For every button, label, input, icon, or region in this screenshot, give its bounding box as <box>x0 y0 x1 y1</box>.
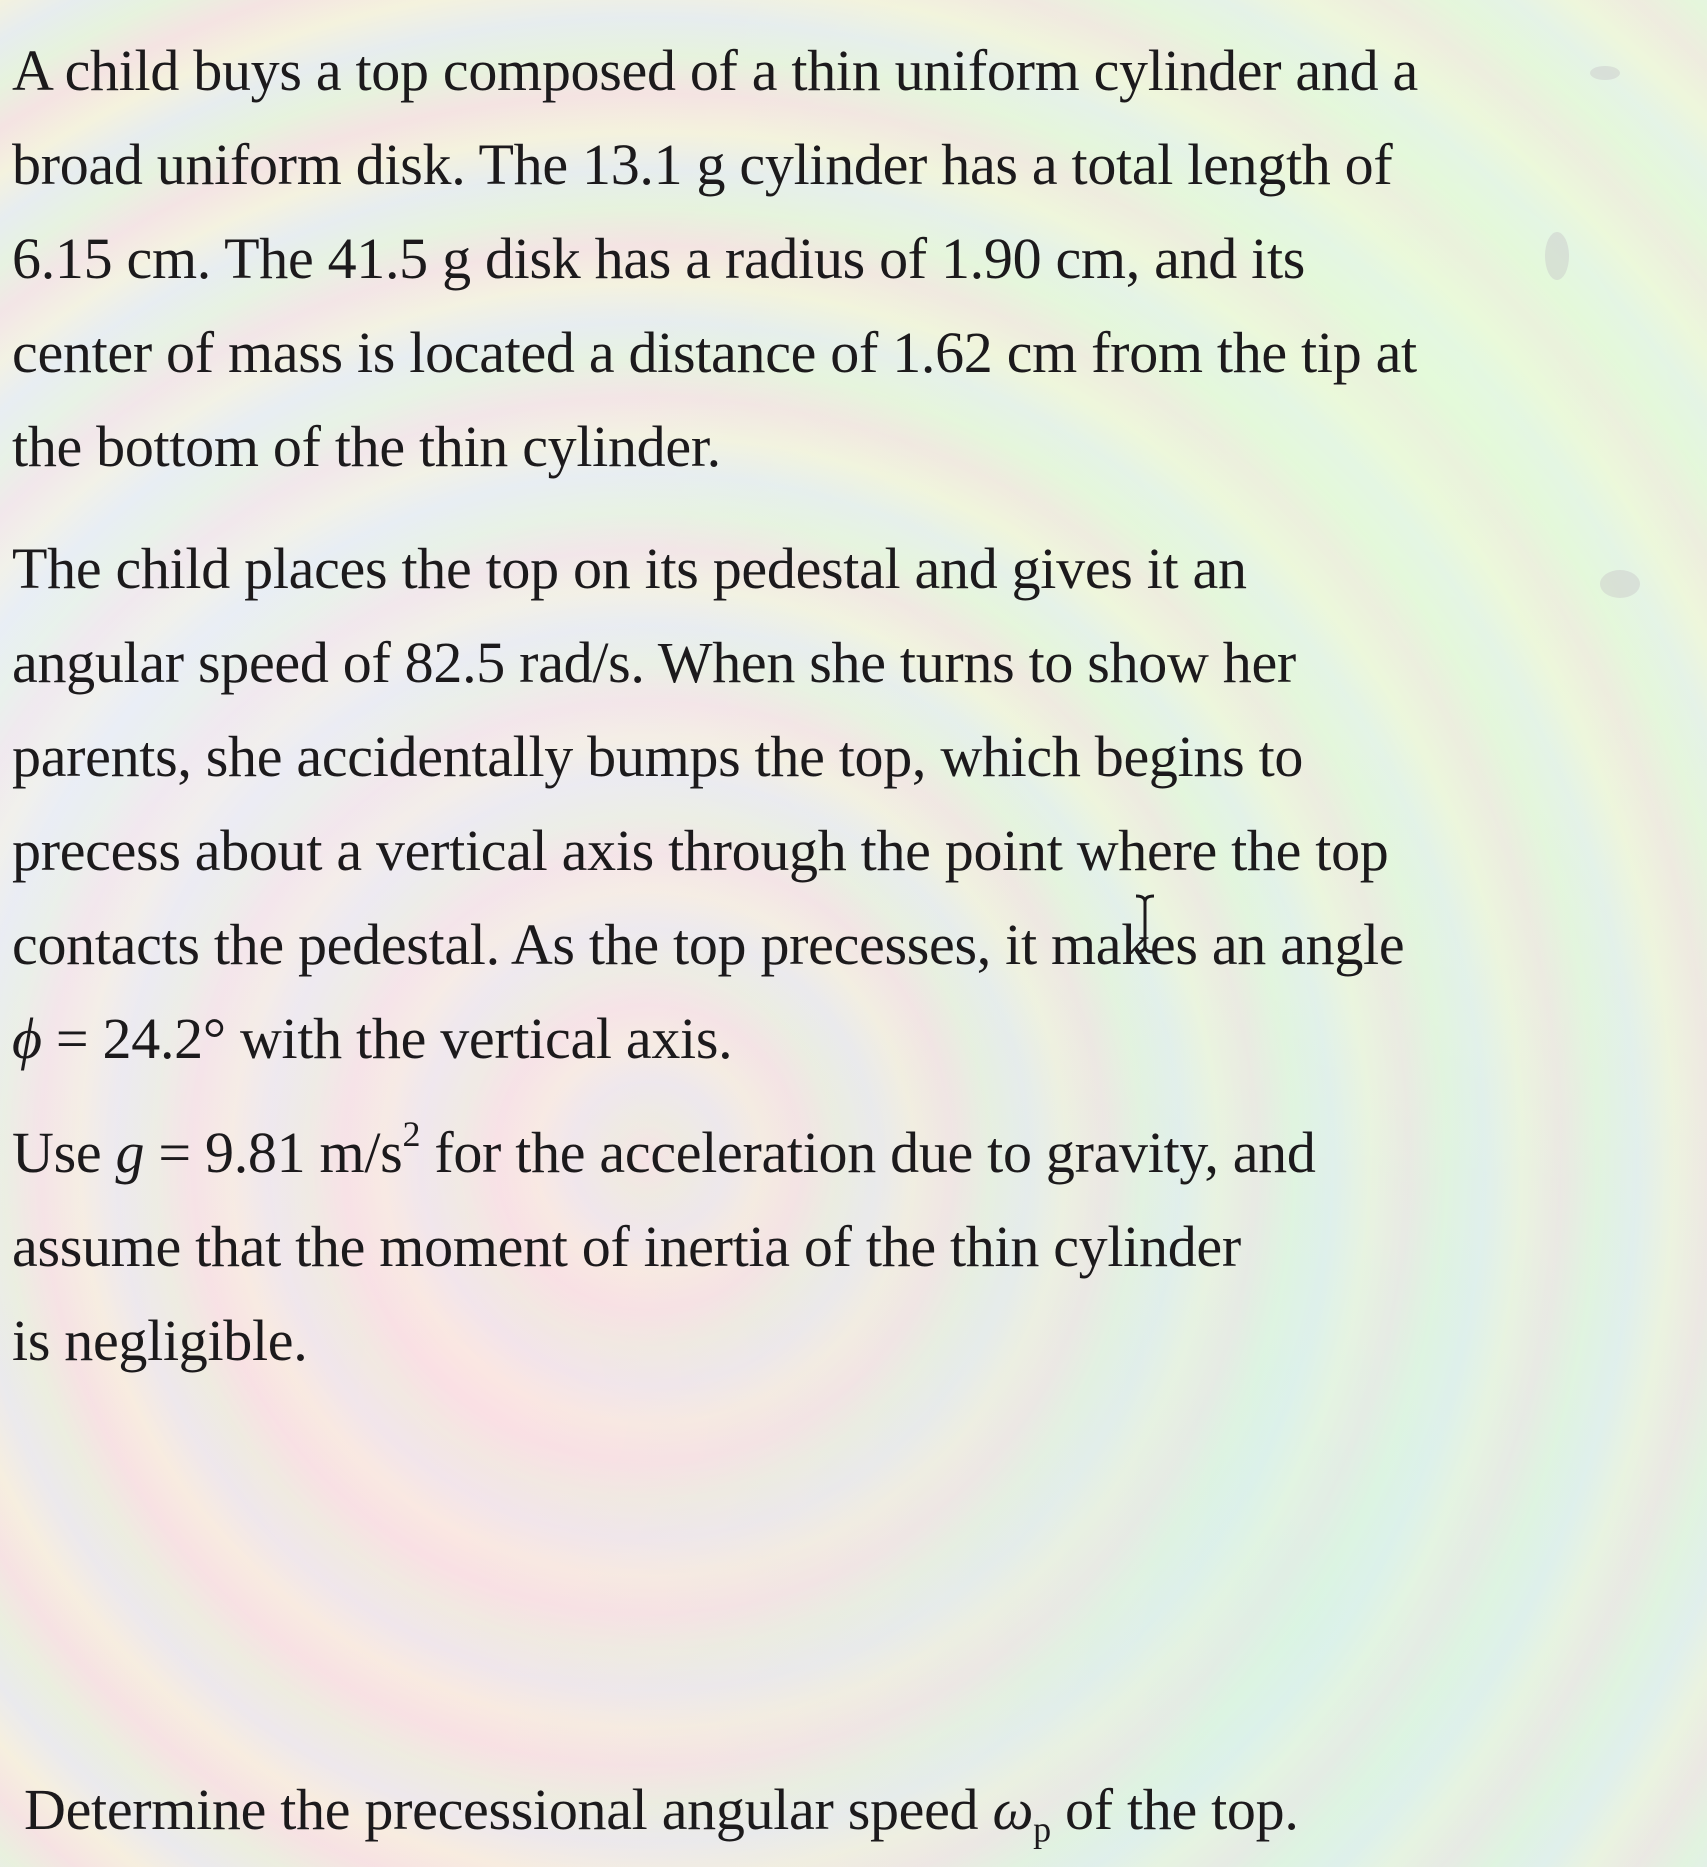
g-symbol: g <box>115 1120 145 1185</box>
question-text <box>24 1775 1634 1850</box>
omega-subscript: p <box>1033 1809 1051 1850</box>
question-prefix: Determine the precessional angular speed <box>24 1777 993 1842</box>
screen-smudge <box>1545 232 1569 280</box>
text-cursor-icon <box>1133 894 1157 954</box>
screen-smudge <box>1600 570 1640 598</box>
text-line: A child buys a top composed of a thin uniform cylinder and a <box>12 38 1418 103</box>
text-line: center of mass is located a distance of 1.62 cm from the tip at <box>12 320 1417 385</box>
gravity-exponent: 2 <box>402 1113 421 1154</box>
problem-paragraph-precession <box>12 522 1622 1086</box>
omega-symbol: ω <box>992 1777 1034 1842</box>
text-line: precess about a vertical axis through the point where the top <box>12 818 1389 883</box>
text-line: parents, she accidentally bumps the top, which begins to <box>12 724 1304 789</box>
text-line: broad uniform disk. The 13.1 g cylinder has a total length of <box>12 132 1393 197</box>
gravity-line <box>12 1106 1622 1200</box>
text-line: assume that the moment of inertia of the thin cylinder <box>12 1214 1241 1279</box>
text-line: The child places the top on its pedestal and gives it an <box>12 536 1247 601</box>
problem-paragraph-setup <box>12 24 1622 494</box>
text-line: contacts the pedestal. As the top precesses, it makes an angle <box>12 912 1405 977</box>
angle-line <box>12 992 1622 1086</box>
gravity-suffix: for the acceleration due to gravity, and <box>420 1120 1316 1185</box>
text-line: angular speed of 82.5 rad/s. When she turns to show her <box>12 630 1296 695</box>
gravity-prefix: Use <box>12 1120 116 1185</box>
question-line <box>24 1775 1634 1850</box>
text-line: is negligible. <box>12 1308 308 1373</box>
phi-symbol: ϕ <box>12 1006 42 1071</box>
gravity-value: = 9.81 m/s <box>144 1120 403 1185</box>
question-suffix: of the top. <box>1050 1777 1299 1842</box>
text-line: the bottom of the thin cylinder. <box>12 414 721 479</box>
problem-paragraph-assumptions <box>12 1106 1622 1388</box>
screen-smudge <box>1590 66 1620 80</box>
text-line: 6.15 cm. The 41.5 g disk has a radius of 1.90 cm, and its <box>12 226 1306 291</box>
angle-text: = 24.2° with the vertical axis. <box>41 1006 733 1071</box>
